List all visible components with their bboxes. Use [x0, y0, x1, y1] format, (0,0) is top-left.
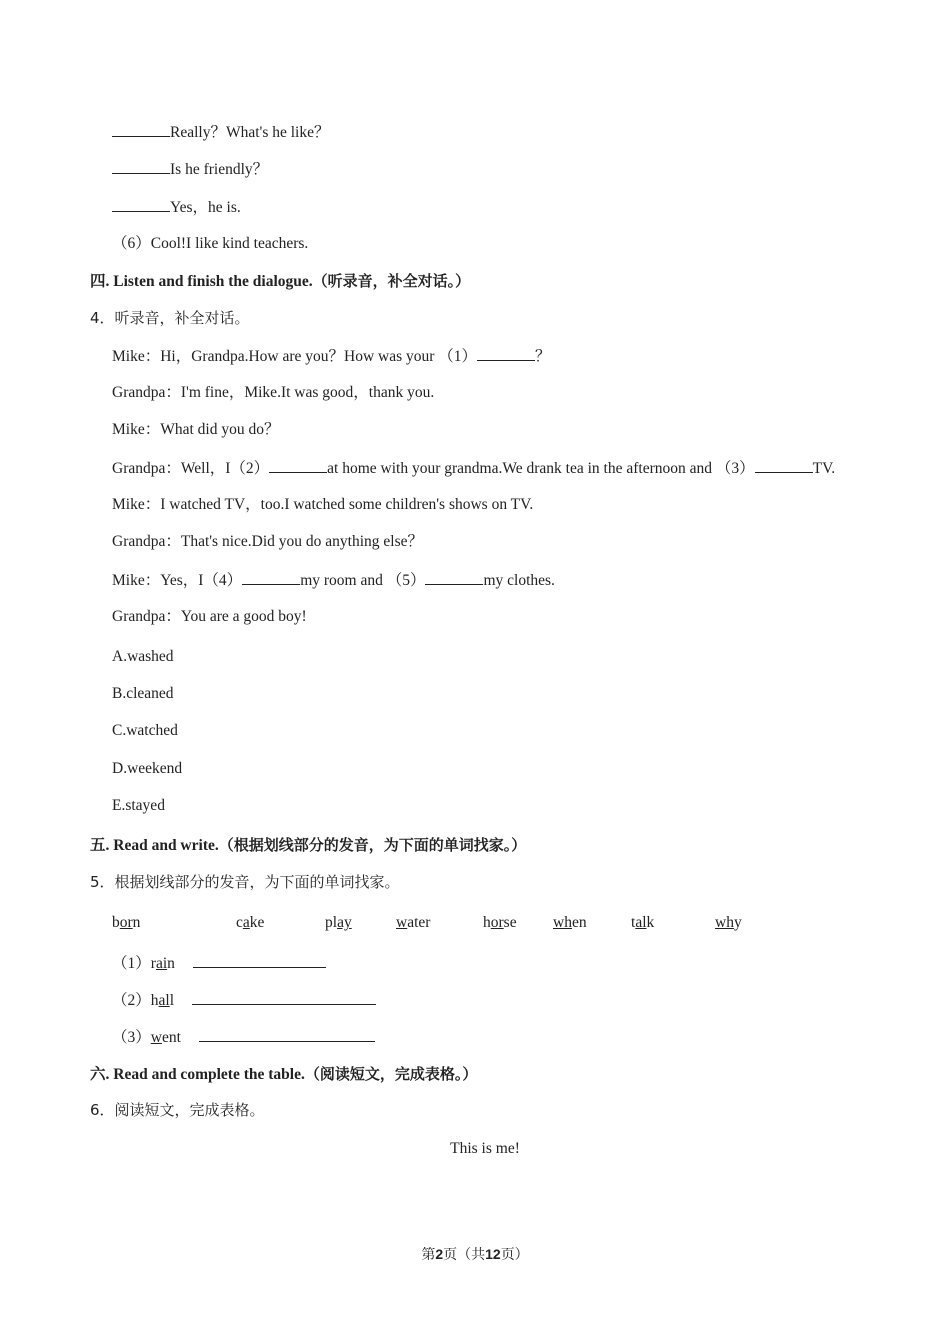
dialogue-line: Mike：I watched TV，too.I watched some children's shows on TV. — [112, 496, 534, 513]
dialogue-line: Really？What's he like？ — [112, 122, 329, 143]
dialogue-line: Grandpa：I'm fine，Mike.It was good，thank you. — [112, 384, 435, 401]
word-option: talk — [631, 914, 655, 931]
answer-blank[interactable] — [477, 346, 535, 361]
word-option: born — [112, 914, 141, 931]
answer-blank[interactable] — [193, 953, 326, 968]
answer-blank[interactable] — [112, 122, 170, 137]
option-item: E.stayed — [112, 797, 165, 814]
page-footer: 第2页（共12页） — [421, 1246, 529, 1263]
answer-blank[interactable] — [112, 197, 170, 212]
answer-blank[interactable] — [242, 570, 300, 585]
dialogue-line: Mike：What did you do？ — [112, 421, 280, 438]
section-heading: 六. Read and complete the table.（阅读短文，完成表格。） — [90, 1065, 478, 1083]
answer-blank[interactable] — [755, 458, 813, 473]
dialogue-line: Yes，he is. — [112, 197, 241, 218]
question-text: 4．听录音，补全对话。 — [90, 309, 250, 327]
dialogue-line: Grandpa：Well，I（2） at home with your grandma.We drank tea in the afternoon and （3） TV. — [112, 460, 836, 477]
passage-title: This is me! — [450, 1140, 520, 1157]
option-item: C.watched — [112, 722, 178, 739]
option-item: D.weekend — [112, 760, 183, 777]
option-item: B.cleaned — [112, 685, 174, 702]
dialogue-line: （6）Cool!I like kind teachers. — [112, 235, 309, 252]
word-option: cake — [236, 914, 265, 931]
answer-blank[interactable] — [425, 570, 483, 585]
dialogue-line: Mike：Yes，I（4） my room and （5） my clothes. — [112, 572, 555, 589]
word-option: why — [715, 914, 742, 931]
answer-blank[interactable] — [269, 458, 327, 473]
answer-blank[interactable] — [112, 159, 170, 174]
dialogue-line: Is he friendly？ — [112, 159, 268, 180]
word-option: water — [396, 914, 431, 931]
word-option: play — [325, 914, 352, 931]
answer-item: （3）went — [112, 1027, 375, 1048]
section-heading: 四. Listen and finish the dialogue.（听录音，补全对话。） — [90, 272, 471, 290]
question-text: 6．阅读短文，完成表格。 — [90, 1101, 265, 1119]
answer-item: （1）rain — [112, 953, 326, 974]
answer-blank[interactable] — [192, 990, 376, 1005]
dialogue-line: Grandpa：That's nice.Did you do anything else？ — [112, 533, 423, 550]
word-option: when — [553, 914, 587, 931]
answer-blank[interactable] — [199, 1027, 375, 1042]
dialogue-line: Mike：Hi，Grandpa.How are you？How was your （1） ？ — [112, 348, 551, 365]
answer-item: （2）hall — [112, 990, 376, 1011]
word-option: horse — [483, 914, 517, 931]
dialogue-line: Grandpa：You are a good boy! — [112, 608, 307, 625]
question-text: 5．根据划线部分的发音，为下面的单词找家。 — [90, 873, 400, 891]
section-heading: 五. Read and write.（根据划线部分的发音，为下面的单词找家。） — [90, 836, 527, 854]
option-item: A.washed — [112, 648, 174, 665]
